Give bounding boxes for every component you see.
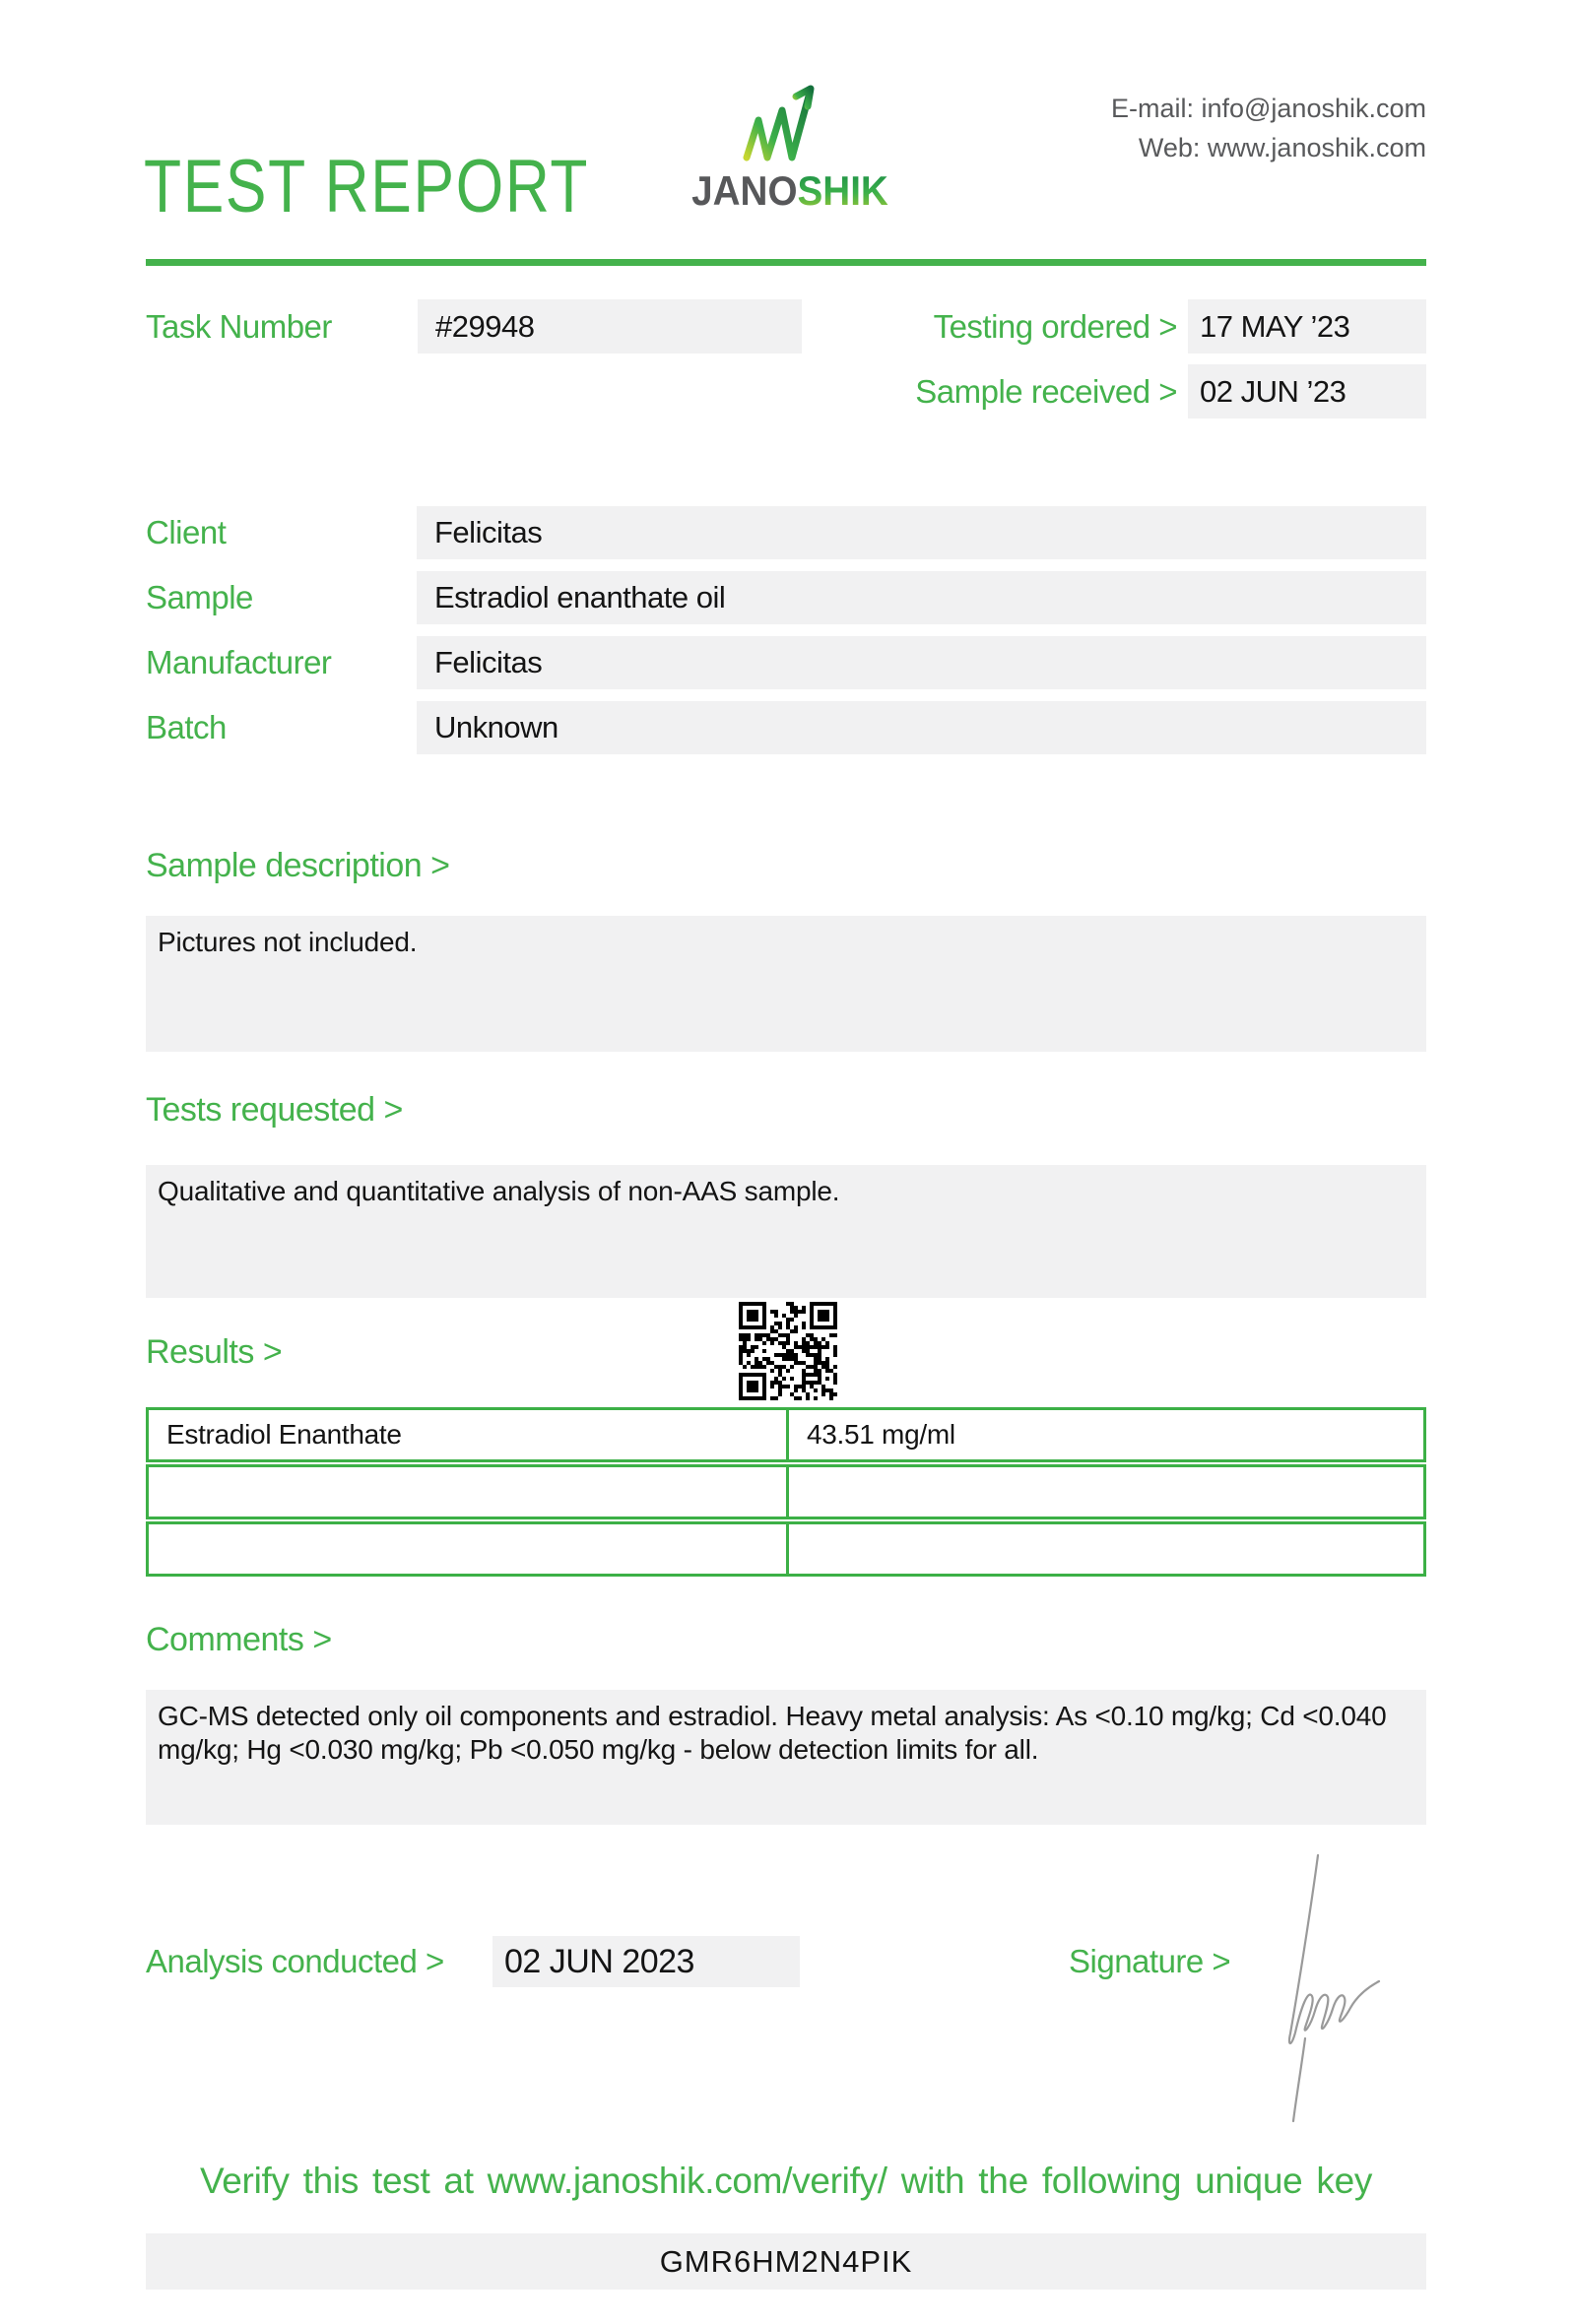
growth-chart-icon (739, 79, 841, 161)
signature-label: Signature > (1069, 1943, 1231, 1979)
task-number-label: Task Number (146, 307, 332, 345)
table-row (146, 1521, 1426, 1577)
sample-received-label: Sample received > (915, 372, 1177, 410)
handwritten-signature-icon (1266, 1843, 1389, 2129)
result-value-cell (789, 1467, 1423, 1517)
janoshik-logo (678, 79, 902, 215)
contact-web: Web: www.janoshik.com (1138, 133, 1426, 162)
sample-description-heading: Sample description > (146, 847, 450, 884)
unique-key-box (146, 2233, 1426, 2290)
tests-requested-text: Qualitative and quantitative analysis of non-AAS sample. (158, 1176, 840, 1206)
contact-block (1111, 89, 1426, 167)
analysis-conducted-label: Analysis conducted > (146, 1943, 444, 1979)
batch-label: Batch (146, 709, 227, 745)
sample-description-text: Pictures not included. (158, 927, 418, 957)
unique-key-value: GMR6HM2N4PIK (659, 2243, 913, 2279)
tests-requested-box (146, 1165, 1426, 1298)
results-heading: Results > (146, 1333, 283, 1371)
verify-instruction: Verify this test at www.janoshik.com/verify/ with the following unique key (199, 2161, 1373, 2201)
logo-wordmark (687, 167, 893, 215)
contact-email: E-mail: info@janoshik.com (1110, 94, 1426, 123)
manufacturer-label: Manufacturer (146, 644, 332, 680)
sample-value: Estradiol enanthate oil (417, 571, 1426, 624)
sample-received-value: 02 JUN ’23 (1188, 364, 1426, 419)
analysis-conducted-value: 02 JUN 2023 (492, 1936, 800, 1987)
client-value: Felicitas (417, 506, 1426, 559)
page-title: TEST REPORT (144, 145, 590, 228)
testing-ordered-value: 17 MAY ’23 (1188, 299, 1426, 354)
logo-part-jano: JANO (691, 167, 798, 214)
results-table (146, 1407, 1426, 1579)
table-row (146, 1407, 1426, 1462)
result-value-cell (789, 1524, 1423, 1574)
qr-code-icon (739, 1302, 837, 1400)
manufacturer-value: Felicitas (417, 636, 1426, 689)
logo-part-shik: SHIK (797, 167, 888, 214)
tests-requested-heading: Tests requested > (146, 1091, 403, 1129)
result-analyte-cell (149, 1524, 789, 1574)
batch-value: Unknown (417, 701, 1426, 754)
header-divider (146, 259, 1426, 266)
table-row (146, 1464, 1426, 1519)
comments-text: GC-MS detected only oil components and estradiol. Heavy metal analysis: As <0.10 mg/kg; Cd <0.040 mg/kg; Hg <0.030 mg/kg; Pb <0.050 mg/kg - below detection limits for all. (158, 1701, 1387, 1765)
testing-ordered-label: Testing ordered > (933, 307, 1177, 345)
client-label: Client (146, 514, 227, 550)
sample-label: Sample (146, 579, 253, 615)
comments-box (146, 1690, 1426, 1825)
sample-description-box (146, 916, 1426, 1052)
result-analyte-cell: Estradiol Enanthate (149, 1410, 789, 1459)
result-analyte-cell (149, 1467, 789, 1517)
result-value-cell: 43.51 mg/ml (807, 1419, 955, 1450)
task-number-value: #29948 (418, 299, 802, 354)
comments-heading: Comments > (146, 1621, 332, 1658)
